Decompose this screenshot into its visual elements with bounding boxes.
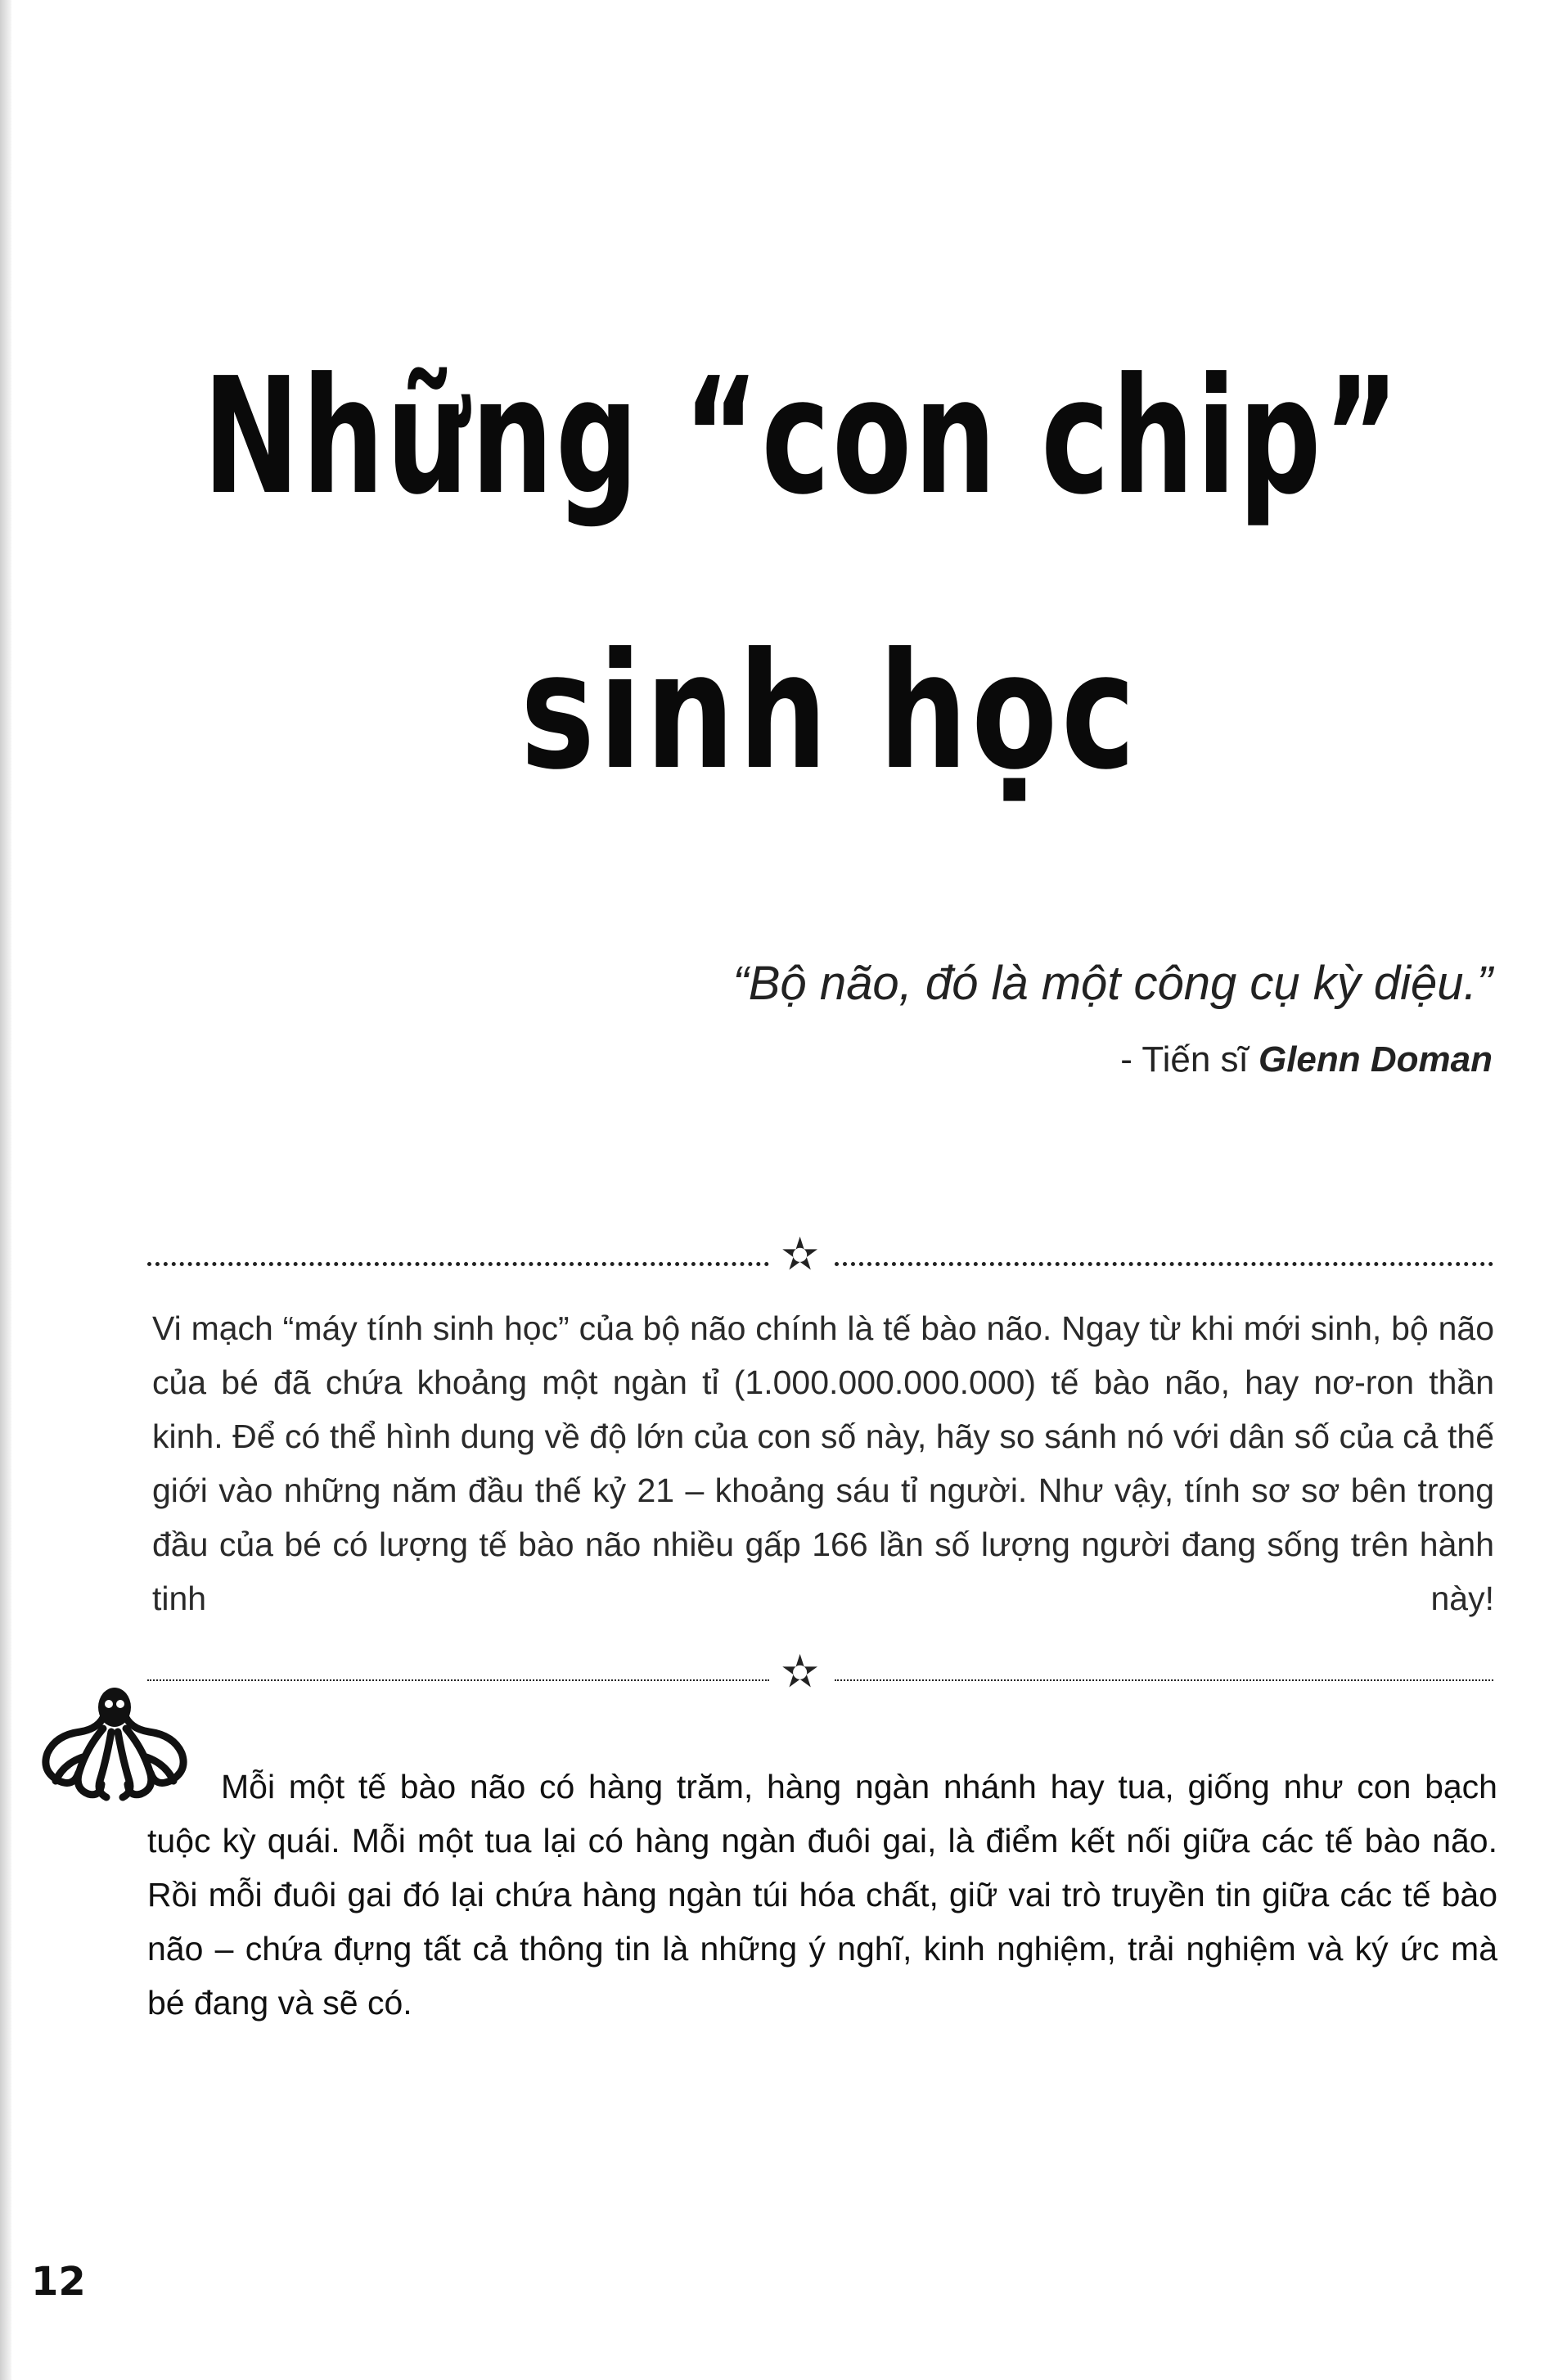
dotted-divider-top	[147, 1228, 1493, 1280]
epigraph-quote: “Bộ não, đó là một công cụ kỳ diệu.”	[732, 957, 1493, 1010]
page-edge	[0, 0, 11, 2380]
divider-dots-right	[835, 1262, 1493, 1266]
chapter-title-line-1: Những “con chip”	[203, 344, 1402, 530]
divider-dots-right	[835, 1679, 1493, 1681]
epigraph-attribution	[1120, 1039, 1493, 1080]
dotted-divider-bottom	[147, 1646, 1493, 1697]
star-icon: ✫	[781, 1646, 819, 1697]
attribution-name: Glenn Doman	[1258, 1039, 1493, 1080]
page-number: 12	[31, 2259, 86, 2305]
divider-dots-left	[147, 1262, 769, 1266]
star-icon: ✫	[781, 1228, 819, 1280]
paragraph-intro: Vi mạch “máy tính sinh học” của bộ não chính là tế bào não. Ngay từ khi mới sinh, bộ não của bé đã chứa khoảng một ngàn tỉ (1.000.000.000.000) tế bào não, hay nơ-ron thần kinh. Để có thể hình dung về độ lớn của con số này, hãy so sánh nó với dân số của cả thế giới vào những năm đầu thế kỷ 21 – khoảng sáu tỉ người. Như vậy, tính sơ sơ bên trong đầu của bé có lượng tế bào não nhiều gấp 166 lần số lượng người đang sống trên hành tinh này!	[152, 1309, 1494, 1617]
chapter-title-line-2: sinh học	[520, 619, 1140, 805]
divider-dots-left	[147, 1679, 769, 1681]
attribution-prefix: - Tiến sĩ	[1120, 1039, 1259, 1080]
paragraph-octopus: Mỗi một tế bào não có hàng trăm, hàng ngàn nhánh hay tua, giống như con bạch tuộc kỳ quái. Mỗi một tua lại có hàng ngàn đuôi gai, là điểm kết nối giữa các tế bào não. Rồi mỗi đuôi gai đó lại chứa hàng ngàn túi hóa chất, giữ vai trò truyền tin giữa các tế bào não – chứa đựng tất cả thông tin là những ý nghĩ, kinh nghiệm, trải nghiệm và ký ức mà bé đang và sẽ có.	[147, 1768, 1497, 2022]
